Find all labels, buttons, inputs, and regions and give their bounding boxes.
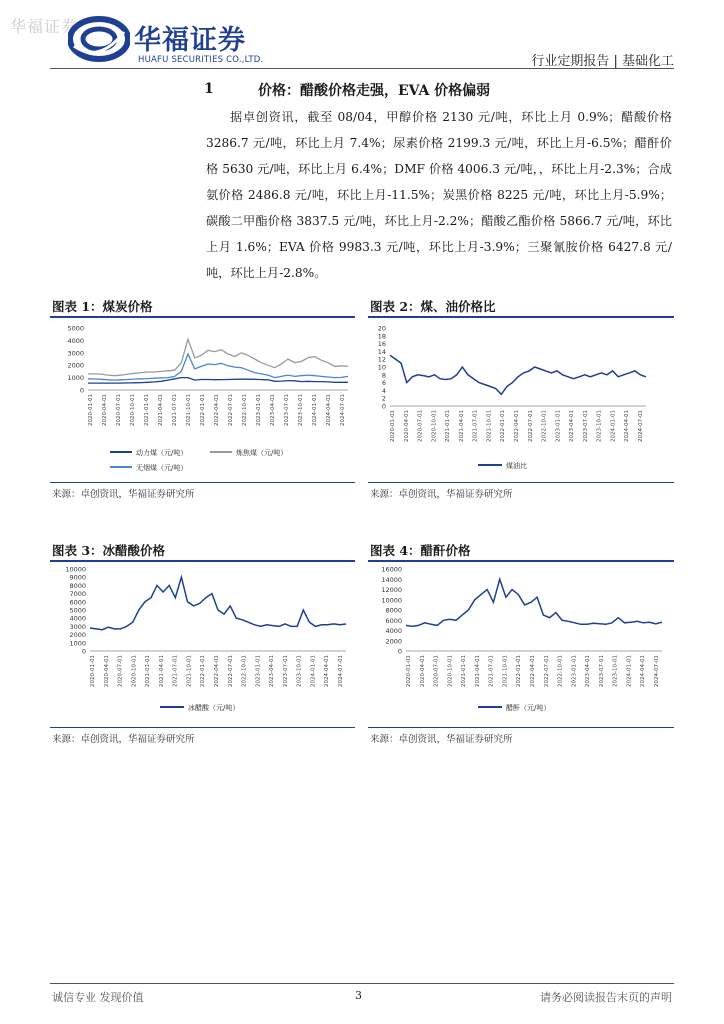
y-tick-label: 1000 [67,374,84,383]
x-tick-label: 2022-04-01 [214,394,220,426]
x-tick-label: 2020-10-01 [131,655,138,687]
figure-4-top-rule [368,560,674,562]
figure-2-title: 图表 2：煤、油价格比 [370,299,496,314]
y-tick-label: 20 [377,324,386,333]
y-tick-label: 10000 [65,565,86,574]
x-tick-label: 2022-07-01 [543,655,550,687]
x-tick-label: 2020-01-01 [88,394,94,426]
x-tick-label: 2024-01-01 [310,655,317,687]
x-tick-label: 2023-01-01 [256,394,262,426]
x-tick-label: 2024-01-01 [626,655,633,687]
x-tick-label: 2021-04-01 [458,410,465,442]
y-tick-label: 2 [381,394,386,403]
x-tick-label: 2024-01-01 [312,394,318,426]
x-tick-label: 2021-10-01 [486,410,493,442]
x-tick-label: 2020-01-01 [90,655,96,687]
x-tick-label: 2022-07-01 [228,394,234,426]
x-tick-label: 2023-01-01 [555,410,562,442]
page-number: 3 [355,989,362,1002]
series-line [390,355,646,394]
figure-2-bottom-rule [368,482,674,483]
y-tick-label: 10000 [381,596,402,605]
watermark: 华福证券 [10,17,79,36]
x-tick-label: 2024-07-01 [654,655,660,687]
x-tick-label: 2023-10-01 [596,410,603,442]
x-tick-label: 2020-10-01 [447,655,454,687]
y-tick-label: 4000 [69,614,86,623]
footer-disclaimer: 请务必阅读报告末页的声明 [540,991,672,1004]
y-tick-label: 8 [381,371,386,380]
company-logo-icon [68,16,130,62]
figure-3-chart [50,565,355,721]
y-tick-label: 2000 [385,637,402,646]
x-tick-label: 2020-04-01 [103,655,110,687]
y-tick-label: 10 [377,363,386,372]
y-tick-label: 5000 [67,324,84,333]
report-category: 行业定期报告 | 基础化工 [531,54,674,69]
x-tick-label: 2021-04-01 [474,655,481,687]
x-tick-label: 2022-07-01 [227,655,234,687]
figure-4-source: 来源：卓创资讯，华福证券研究所 [370,734,513,745]
x-tick-label: 2024-04-01 [326,394,332,426]
y-tick-label: 7000 [69,590,86,599]
section-paragraph: 据卓创资讯，截至 08/04，甲醇价格 2130 元/吨，环比上月 0.9%；醋酸价格 3286.7 元/吨，环比上月 7.4%；尿素价格 2199.3 元/吨，环比上月-6.5%；醋酐价格 5630 元/吨，环比上月 6.4%；DMF 价格 4006.3 元/吨，，环比上月-2.3%；合成氨价格 2486.8 元/吨，环比上月-11.5%；炭黑价格 8225 元/吨，环比上月-5.9%；碳酸二甲酯价格 3837.5 元/吨，环比上月-2.2%；醋酸乙酯价格 5866.7 元/吨，环比上月 1.6%；EVA 价格 9983.3 元/吨，环比上月-3.9%；三聚氰胺价格 6427.8 元/吨，环比上月-2.8%。 [206,110,672,280]
x-tick-label: 2023-01-01 [571,655,578,687]
y-tick-label: 0 [81,647,86,656]
series-line [406,579,662,626]
x-tick-label: 2020-01-01 [390,410,396,442]
x-tick-label: 2020-07-01 [433,655,440,687]
y-tick-label: 14000 [381,575,402,584]
x-tick-label: 2021-04-01 [158,655,165,687]
x-tick-label: 2022-04-01 [214,655,220,687]
x-tick-label: 2022-04-01 [514,410,520,442]
x-tick-label: 2023-01-01 [255,655,262,687]
x-tick-label: 2022-01-01 [200,394,206,426]
x-tick-label: 2022-07-01 [527,410,534,442]
y-tick-label: 3000 [69,622,86,631]
x-tick-label: 2023-07-01 [284,394,290,426]
x-tick-label: 2020-04-01 [403,410,410,442]
figure-3-top-rule [50,560,355,562]
y-tick-label: 14 [377,347,386,356]
figure-4-title: 图表 4：醋酐价格 [370,543,471,558]
y-tick-label: 8000 [69,581,86,590]
x-tick-label: 2023-07-01 [582,410,589,442]
legend-label: 冰醋酸（元/吨） [188,704,240,712]
series-line [88,378,348,384]
x-tick-label: 2023-07-01 [598,655,605,687]
legend-label: 煤油比 [506,462,527,470]
x-tick-label: 2021-04-01 [158,394,164,426]
x-tick-label: 2022-01-01 [200,655,207,687]
y-tick-label: 16000 [381,565,402,574]
x-tick-label: 2022-04-01 [530,655,536,687]
figure-2-chart [368,322,674,477]
figure-2-source: 来源：卓创资讯，华福证券研究所 [370,489,513,500]
y-tick-label: 18 [377,332,386,341]
x-tick-label: 2022-10-01 [541,410,548,442]
x-tick-label: 2023-04-01 [569,410,576,442]
figure-4-chart [368,565,674,721]
x-tick-label: 2020-07-01 [116,394,122,426]
y-tick-label: 6000 [69,598,86,607]
x-tick-label: 2020-07-01 [417,410,424,442]
x-tick-label: 2021-01-01 [144,394,150,426]
figure-3-bottom-rule [50,727,355,728]
x-tick-label: 2021-01-01 [461,655,468,687]
x-tick-label: 2023-04-01 [270,394,276,426]
x-tick-label: 2024-04-01 [624,410,631,442]
figure-2-top-rule [368,316,674,318]
figure-1-chart [50,322,355,477]
x-tick-label: 2020-01-01 [406,655,412,687]
x-tick-label: 2024-04-01 [324,655,331,687]
figure-1-source: 来源：卓创资讯，华福证券研究所 [52,489,195,500]
x-tick-label: 2022-01-01 [500,410,507,442]
y-tick-label: 3000 [67,349,84,358]
y-tick-label: 6000 [385,616,402,625]
x-tick-label: 2023-04-01 [269,655,276,687]
x-tick-label: 2023-10-01 [612,655,619,687]
x-tick-label: 2020-10-01 [431,410,438,442]
series-line [90,577,346,630]
x-tick-label: 2021-01-01 [145,655,152,687]
x-tick-label: 2021-07-01 [172,655,179,687]
x-tick-label: 2020-07-01 [117,655,124,687]
x-tick-label: 2020-04-01 [102,394,108,426]
figure-1-top-rule [50,316,355,318]
x-tick-label: 2022-10-01 [557,655,564,687]
x-tick-label: 2022-01-01 [516,655,523,687]
y-tick-label: 4000 [385,627,402,635]
x-tick-label: 2024-04-01 [640,655,647,687]
y-tick-label: 2000 [67,361,84,370]
x-tick-label: 2021-10-01 [502,655,509,687]
figure-3-title: 图表 3：冰醋酸价格 [52,543,166,558]
figure-4-bottom-rule [368,727,674,728]
x-tick-label: 2023-04-01 [585,655,592,687]
x-tick-label: 2023-07-01 [282,655,289,687]
x-tick-label: 2024-07-01 [340,394,346,426]
figure-1-title: 图表 1：煤炭价格 [52,299,153,314]
y-tick-label: 2000 [69,631,86,640]
y-tick-label: 0 [397,647,402,656]
legend-label: 炼焦煤（元/吨） [236,449,288,457]
y-tick-label: 0 [79,386,84,395]
legend-label: 动力煤（元/吨） [136,449,188,457]
figure-3-source: 来源：卓创资讯，华福证券研究所 [52,734,195,745]
x-tick-label: 2021-07-01 [472,410,479,442]
logo-subtitle: HUAFU SECURITIES CO.,LTD. [138,55,264,65]
section-number: 1 [204,81,214,97]
x-tick-label: 2021-07-01 [172,394,178,426]
x-tick-label: 2024-07-01 [338,655,344,687]
x-tick-label: 2022-10-01 [242,394,248,426]
x-tick-label: 2023-10-01 [296,655,303,687]
x-tick-label: 2021-07-01 [488,655,495,687]
footer-slogan: 诚信专业 发现价值 [52,991,144,1004]
y-tick-label: 4 [381,386,386,395]
x-tick-label: 2024-01-01 [610,410,617,442]
y-tick-label: 12 [377,355,386,364]
figure-1-bottom-rule [50,482,355,483]
legend-label: 无烟煤（元/吨） [136,464,188,472]
header-divider [50,68,674,69]
y-tick-label: 0 [381,402,386,411]
y-tick-label: 9000 [69,573,86,582]
section-title: 价格：醋酸价格走强，EVA 价格偏弱 [258,83,491,99]
x-tick-label: 2023-10-01 [298,394,304,426]
y-tick-label: 5000 [69,606,86,615]
y-tick-label: 8000 [385,606,402,615]
x-tick-label: 2020-10-01 [130,394,136,426]
y-tick-label: 4000 [67,336,84,345]
y-tick-label: 6 [381,379,386,388]
x-tick-label: 2022-10-01 [241,655,248,687]
x-tick-label: 2024-07-01 [638,410,644,442]
legend-label: 醋酐（元/吨） [506,704,551,712]
x-tick-label: 2021-01-01 [445,410,452,442]
logo-name: 华福证券 [134,25,246,56]
x-tick-label: 2021-10-01 [186,655,193,687]
series-line [88,339,348,376]
footer-divider [50,983,674,984]
y-tick-label: 16 [377,340,386,349]
y-tick-label: 12000 [381,586,402,594]
y-tick-label: 1000 [69,639,86,648]
x-tick-label: 2020-04-01 [419,655,426,687]
x-tick-label: 2021-10-01 [186,394,192,426]
